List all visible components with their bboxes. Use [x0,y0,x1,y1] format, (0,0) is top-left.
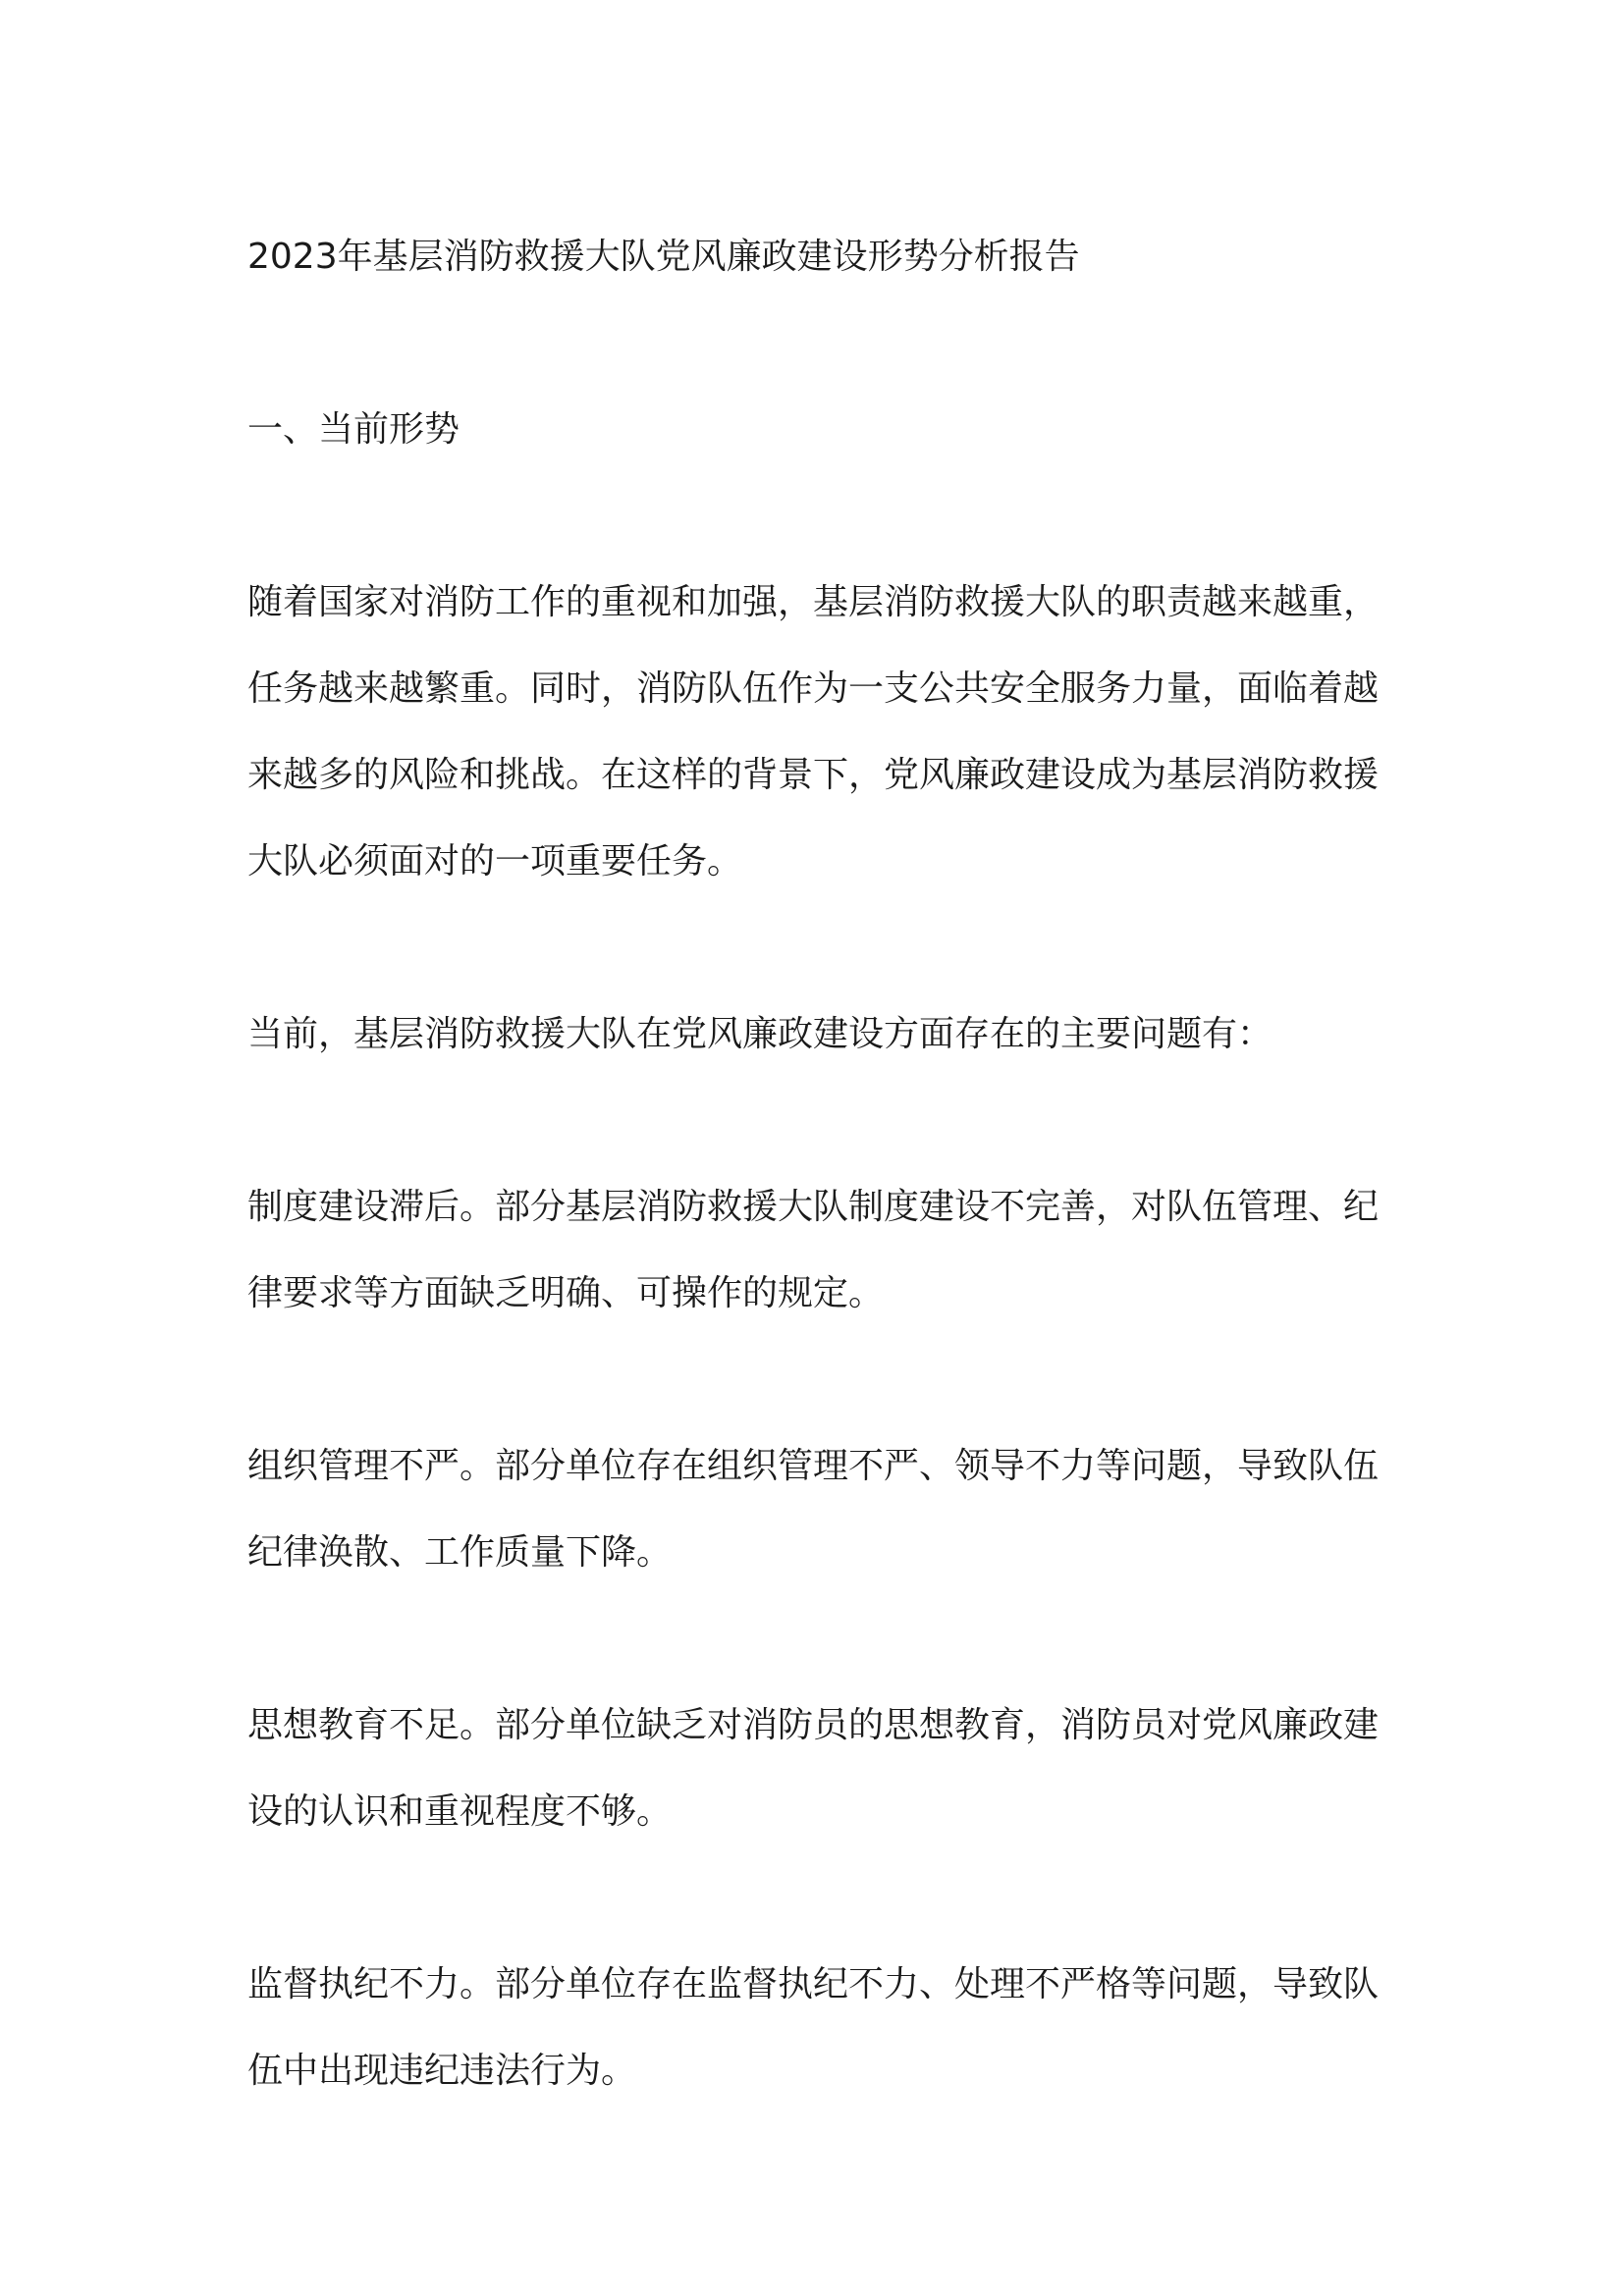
paragraph-problem-ideological-education: 思想教育不足。部分单位缺乏对消防员的思想教育，消防员对党风廉政建设的认识和重视程度不够。 [247,1705,1380,1832]
paragraph-problem-system-building: 制度建设滞后。部分基层消防救援大队制度建设不完善，对队伍管理、纪律要求等方面缺乏明确、可操作的规定。 [247,1187,1380,1313]
paragraph-problem-supervision-discipline: 监督执纪不力。部分单位存在监督执纪不力、处理不严格等问题，导致队伍中出现违纪违法行为。 [247,1964,1380,2091]
paragraph-main-problems-intro: 当前，基层消防救援大队在党风廉政建设方面存在的主要问题有： [247,1014,1273,1054]
document-title: 2023年基层消防救援大队党风廉政建设形势分析报告 [247,237,1080,277]
section-heading-current-situation: 一、当前形势 [247,409,460,450]
paragraph-problem-organization-management: 组织管理不严。部分单位存在组织管理不严、领导不力等问题，导致队伍纪律涣散、工作质量下降。 [247,1446,1380,1573]
paragraph-background: 随着国家对消防工作的重视和加强，基层消防救援大队的职责越来越重，任务越来越繁重。同时，消防队伍作为一支公共安全服务力量，面临着越来越多的风险和挑战。在这样的背景下，党风廉政建设成为基层消防救援大队必须面对的一项重要任务。 [247,582,1380,881]
